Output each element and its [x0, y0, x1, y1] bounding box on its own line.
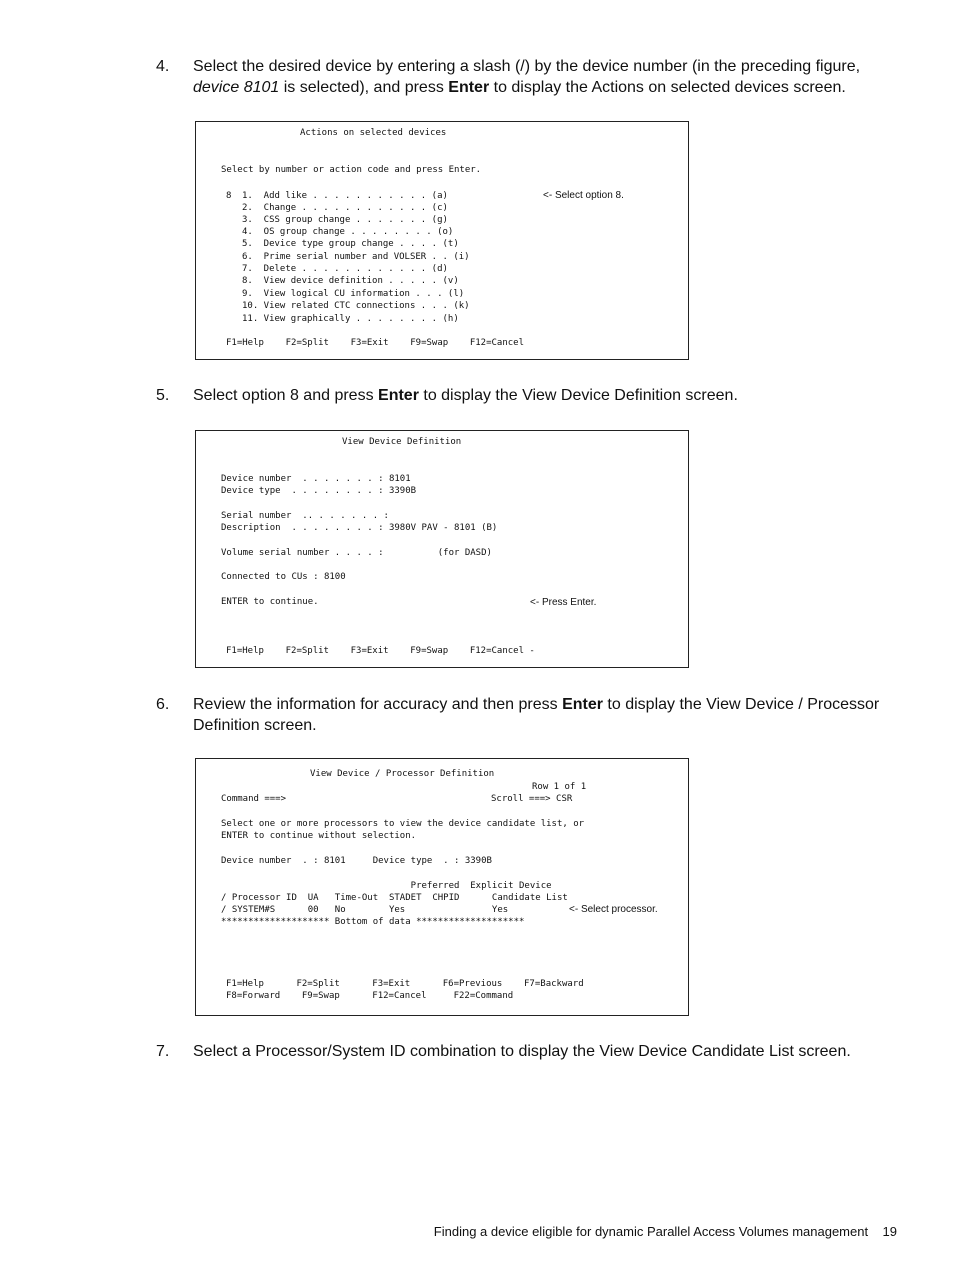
step-text-part: Review the information for accuracy and then press [193, 696, 563, 713]
option-item: 4. OS group change . . . . . . . . (o) [242, 227, 454, 237]
option-item: 10. View related CTC connections . . . (k) [242, 301, 470, 311]
screen-view-device-definition [195, 430, 689, 668]
step-text-part: Select option 8 and press [193, 387, 379, 404]
screen-view-device-processor-definition [195, 758, 689, 1016]
callout: <- Select option 8. [543, 190, 624, 201]
screen-line: Device number . . . . . . . : 8101 [221, 474, 411, 484]
table-row[interactable]: / SYSTEM#S 00 No Yes Yes [221, 905, 509, 915]
function-keys: F1=Help F2=Split F3=Exit F9=Swap F12=Cancel - [226, 646, 535, 656]
scroll-field[interactable]: Scroll ===> CSR [491, 794, 573, 804]
page-footer [300, 1224, 897, 1239]
screen-line: Connected to CUs : 8100 [221, 572, 346, 582]
bottom-of-data: ******************** Bottom of data ******************** [221, 917, 525, 927]
step-number: 5. [156, 387, 170, 404]
step-text-part: Select the desired device by entering a slash (/) by the device number (in the preceding figure, [193, 58, 861, 75]
screen-line: Volume serial number . . . . : (for DASD) [221, 548, 492, 558]
step-text-part: is selected), and press [279, 79, 449, 96]
screen-line: Device type . . . . . . . . : 3390B [221, 486, 417, 496]
screen-actions-on-selected-devices [195, 121, 689, 360]
step-text [193, 694, 901, 736]
step-text-bold: Enter [378, 387, 419, 404]
function-keys: F8=Forward F9=Swap F12=Cancel F22=Command [226, 991, 514, 1001]
screen-line: Description . . . . . . . . : 3980V PAV - 8101 (B) [221, 523, 498, 533]
option-item: 7. Delete . . . . . . . . . . . . (d) [242, 264, 448, 274]
screen-line: Device number . : 8101 Device type . : 3390B [221, 856, 492, 866]
screen-title: View Device Definition [342, 437, 462, 447]
step-6 [156, 694, 901, 736]
option-item: 3. CSS group change . . . . . . . (g) [242, 215, 448, 225]
option-item: 8. View device definition . . . . . (v) [242, 276, 459, 286]
step-number: 6. [156, 696, 170, 713]
page-number: 19 [882, 1224, 897, 1239]
option-item: 2. Change . . . . . . . . . . . . (c) [242, 203, 448, 213]
screen-line: ENTER to continue without selection. [221, 831, 417, 841]
function-keys: F1=Help F2=Split F3=Exit F6=Previous F7=Backward [226, 979, 584, 989]
row-info: Row 1 of 1 [532, 782, 587, 792]
step-text-part: to display the View Device Definition screen. [418, 387, 738, 404]
step-number: 4. [156, 58, 170, 75]
step-text-part: to display the View Device / Processor Definition screen. [193, 696, 880, 734]
step-text-bold: Enter [562, 696, 603, 713]
callout: <- Select processor. [569, 904, 658, 915]
option-item: 11. View graphically . . . . . . . . (h) [242, 314, 459, 324]
command-input[interactable]: Command ===> [221, 794, 287, 804]
step-text [193, 56, 901, 98]
screen-title: View Device / Processor Definition [310, 769, 495, 779]
screen-instruction: Select by number or action code and press Enter. [221, 165, 482, 175]
screen-line: Serial number .. . . . . . . : [221, 511, 389, 521]
step-4 [156, 56, 901, 98]
option-item: 9. View logical CU information . . . (l) [242, 289, 465, 299]
step-text: Select a Processor/System ID combination to display the View Device Candidate List screen. [193, 1043, 851, 1060]
screen-line: ENTER to continue. [221, 597, 319, 607]
footer-title: Finding a device eligible for dynamic Parallel Access Volumes management [433, 1224, 869, 1239]
screen-title: Actions on selected devices [300, 128, 447, 138]
selection-field[interactable]: 8 [226, 191, 232, 201]
option-item: 1. Add like . . . . . . . . . . . (a) [242, 191, 448, 201]
step-text [193, 385, 901, 406]
step-7 [156, 1041, 901, 1062]
table-header: / Processor ID UA Time-Out STADET CHPID Candidate List [221, 893, 568, 903]
step-number: 7. [156, 1043, 170, 1060]
option-item: 5. Device type group change . . . . (t) [242, 239, 459, 249]
function-keys: F1=Help F2=Split F3=Exit F9=Swap F12=Cancel [226, 338, 525, 348]
step-text-bold: Enter [448, 79, 490, 96]
table-header: Preferred Explicit Device [221, 881, 552, 891]
step-text-italic: device 8101 [193, 79, 280, 96]
step-text-part: to display the Actions on selected devices screen. [489, 79, 846, 96]
step-5 [156, 385, 901, 406]
callout: <- Press Enter. [530, 597, 597, 608]
option-item: 6. Prime serial number and VOLSER . . (i) [242, 252, 470, 262]
screen-line: Select one or more processors to view the device candidate list, or [221, 819, 585, 829]
